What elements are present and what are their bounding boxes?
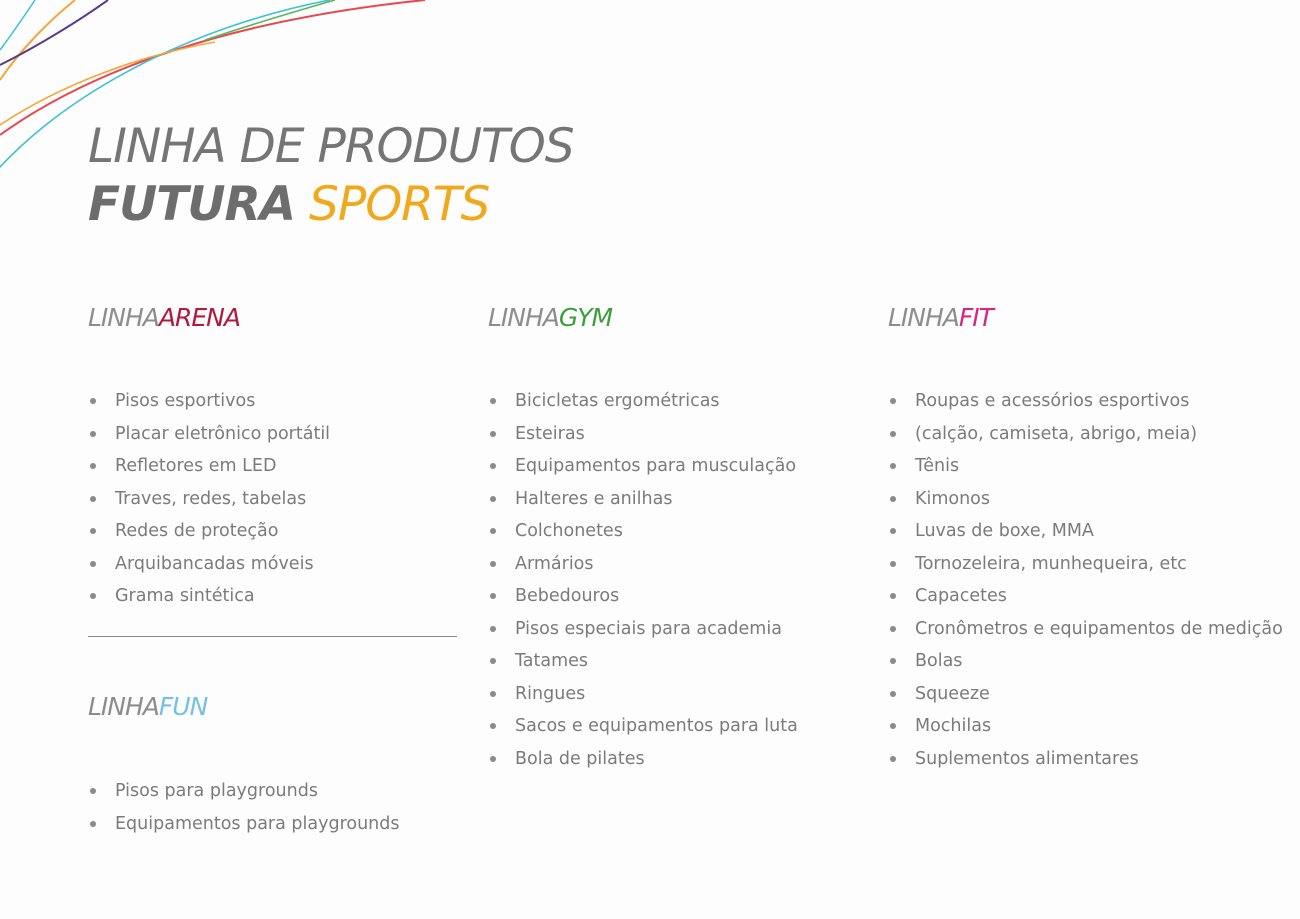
heading-name: FIT <box>958 303 993 332</box>
list-item: Cronômetros e equipamentos de medição <box>888 613 1283 646</box>
list-item: Mochilas <box>888 710 1283 743</box>
list-item: (calção, camiseta, abrigo, meia) <box>888 418 1283 451</box>
product-list-fun <box>88 775 400 840</box>
list-item: Ringues <box>488 678 798 711</box>
title-brand: FUTURA <box>88 177 296 232</box>
list-item: Grama sintética <box>88 580 330 613</box>
section-linha-gym <box>488 303 798 775</box>
heading-prefix: LINHA <box>488 303 559 332</box>
list-item: Luvas de boxe, MMA <box>888 515 1283 548</box>
list-item: Esteiras <box>488 418 798 451</box>
list-item: Capacetes <box>888 580 1283 613</box>
section-linha-fun <box>88 692 400 840</box>
section-heading-gym <box>488 303 798 333</box>
section-heading-fit <box>888 303 1283 333</box>
list-item: Armários <box>488 548 798 581</box>
list-item: Kimonos <box>888 483 1283 516</box>
heading-name: FUN <box>158 692 208 721</box>
list-item: Bolas <box>888 645 1283 678</box>
list-item: Bola de pilates <box>488 743 798 776</box>
list-item: Pisos para playgrounds <box>88 775 400 808</box>
heading-prefix: LINHA <box>88 692 159 721</box>
heading-name: ARENA <box>158 303 240 332</box>
list-item: Tornozeleira, munhequeira, etc <box>888 548 1283 581</box>
page-title <box>88 118 574 234</box>
list-item: Pisos esportivos <box>88 385 330 418</box>
list-item: Halteres e anilhas <box>488 483 798 516</box>
heading-name: GYM <box>558 303 613 332</box>
list-item: Refletores em LED <box>88 450 330 483</box>
list-item: Equipamentos para musculação <box>488 450 798 483</box>
product-list-gym <box>488 385 798 775</box>
section-linha-fit <box>888 303 1283 775</box>
list-item: Tatames <box>488 645 798 678</box>
list-item: Arquibancadas móveis <box>88 548 330 581</box>
list-item: Roupas e acessórios esportivos <box>888 385 1283 418</box>
list-item: Equipamentos para playgrounds <box>88 808 400 841</box>
title-line-1: LINHA DE PRODUTOS <box>88 119 574 174</box>
heading-prefix: LINHA <box>888 303 959 332</box>
section-divider <box>88 636 457 637</box>
title-line-2 <box>88 176 574 234</box>
heading-prefix: LINHA <box>88 303 159 332</box>
list-item: Bebedouros <box>488 580 798 613</box>
title-accent: SPORTS <box>309 177 490 232</box>
list-item: Traves, redes, tabelas <box>88 483 330 516</box>
product-list-fit <box>888 385 1283 775</box>
list-item: Sacos e equipamentos para luta <box>488 710 798 743</box>
section-linha-arena <box>88 303 330 613</box>
list-item: Suplementos alimentares <box>888 743 1283 776</box>
list-item: Placar eletrônico portátil <box>88 418 330 451</box>
list-item: Colchonetes <box>488 515 798 548</box>
list-item: Bicicletas ergométricas <box>488 385 798 418</box>
list-item: Redes de proteção <box>88 515 330 548</box>
section-heading-arena <box>88 303 330 333</box>
list-item: Pisos especiais para academia <box>488 613 798 646</box>
list-item: Squeeze <box>888 678 1283 711</box>
list-item: Tênis <box>888 450 1283 483</box>
product-list-arena <box>88 385 330 613</box>
section-heading-fun <box>88 692 400 722</box>
